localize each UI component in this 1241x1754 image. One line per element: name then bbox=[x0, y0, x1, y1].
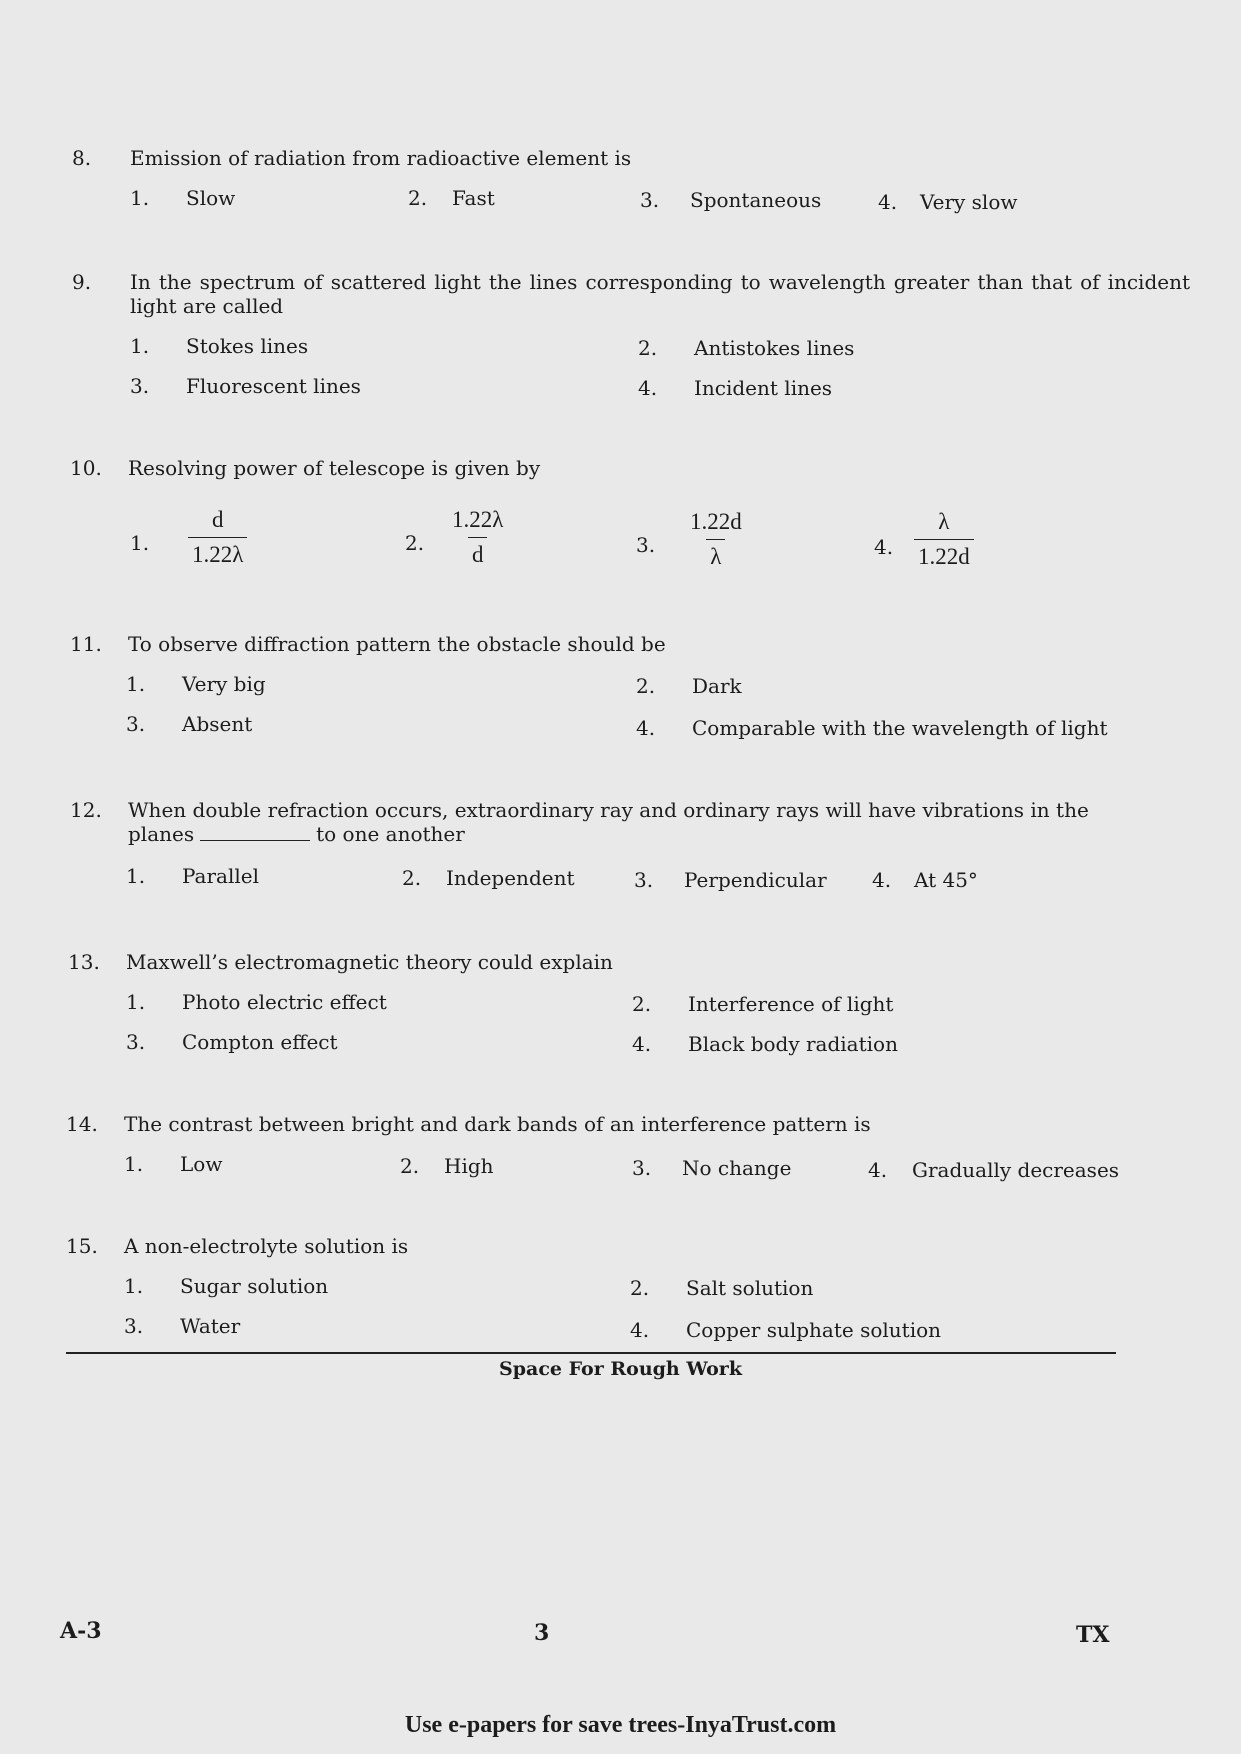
footer-code-right: TX bbox=[1076, 1622, 1110, 1648]
option-1: 1. Very big bbox=[126, 672, 266, 696]
option-4: 4. Very slow bbox=[878, 190, 1018, 214]
option-3: 3. No change bbox=[632, 1156, 792, 1180]
question-text: To observe diffraction pattern the obstacle should be bbox=[128, 632, 666, 656]
answer-blank bbox=[200, 840, 310, 841]
option-1-formula: $\frac{d}{1.22\lambda}$ bbox=[188, 507, 247, 568]
option-3-formula: $\frac{1.22d}{\lambda}$ bbox=[690, 509, 742, 569]
option-1: 1. Low bbox=[124, 1152, 223, 1176]
option-2-number: 2. bbox=[405, 531, 425, 555]
option-4: 4. At 45° bbox=[872, 868, 978, 892]
option-3: 3. Absent bbox=[126, 712, 253, 736]
question-text: Emission of radiation from radioactive element is bbox=[130, 146, 632, 170]
option-1-number: 1. bbox=[130, 531, 150, 555]
option-2: 2. High bbox=[400, 1154, 494, 1178]
option-1: 1. Photo electric effect bbox=[126, 990, 387, 1014]
option-2-formula: $\frac{1.22\lambda}{d}$ bbox=[452, 507, 504, 567]
question-text: Resolving power of telescope is given by bbox=[128, 456, 541, 480]
question-number: 10. bbox=[70, 456, 102, 480]
rough-work-divider bbox=[66, 1352, 1116, 1354]
question-text: When double refraction occurs, extraordinary ray and ordinary rays will have vibrations in the planes to one another bbox=[128, 798, 1089, 846]
question-number: 12. bbox=[70, 798, 102, 822]
page-number: 3 bbox=[534, 1620, 550, 1646]
option-3: 3. Compton effect bbox=[126, 1030, 338, 1054]
question-number: 11. bbox=[70, 632, 102, 656]
question-text: Maxwell’s electromagnetic theory could explain bbox=[126, 950, 613, 974]
option-4: 4. Black body radiation bbox=[632, 1032, 898, 1056]
option-2: 2. Independent bbox=[402, 866, 575, 890]
option-1: 1. Sugar solution bbox=[124, 1274, 329, 1298]
rough-work-heading: Space For Rough Work bbox=[499, 1358, 742, 1380]
option-1: 1. Slow bbox=[130, 186, 236, 210]
question-number: 15. bbox=[66, 1234, 98, 1258]
option-3-number: 3. bbox=[636, 533, 656, 557]
footer-code-left: A-3 bbox=[60, 1618, 102, 1644]
option-1: 1. Parallel bbox=[126, 864, 259, 888]
question-number: 9. bbox=[72, 270, 92, 294]
option-2: 2. Fast bbox=[408, 186, 495, 210]
option-4-formula: $\frac{\lambda}{1.22d}$ bbox=[914, 509, 974, 570]
question-number: 13. bbox=[68, 950, 100, 974]
option-4-number: 4. bbox=[874, 535, 894, 559]
option-3: 3. Spontaneous bbox=[640, 188, 822, 212]
question-number: 8. bbox=[72, 146, 92, 170]
option-4: 4. Comparable with the wavelength of light bbox=[636, 716, 1108, 740]
option-3: 3. Fluorescent lines bbox=[130, 374, 361, 398]
option-2: 2. Dark bbox=[636, 674, 742, 698]
question-number: 14. bbox=[66, 1112, 98, 1136]
option-3: 3. Water bbox=[124, 1314, 241, 1338]
option-2: 2. Antistokes lines bbox=[638, 336, 855, 360]
option-4: 4. Incident lines bbox=[638, 376, 833, 400]
question-text: In the spectrum of scattered light the lines corresponding to wavelength greater than that of incident light are called bbox=[130, 270, 1190, 318]
option-3: 3. Perpendicular bbox=[634, 868, 827, 892]
option-2: 2. Interference of light bbox=[632, 992, 894, 1016]
option-4: 4. Copper sulphate solution bbox=[630, 1318, 942, 1342]
watermark-text: Use e-papers for save trees-InyaTrust.com bbox=[404, 1712, 837, 1738]
option-4: 4. Gradually decreases bbox=[868, 1158, 1120, 1182]
option-2: 2. Salt solution bbox=[630, 1276, 814, 1300]
question-text: A non-electrolyte solution is bbox=[124, 1234, 409, 1258]
option-1: 1. Stokes lines bbox=[130, 334, 309, 358]
question-text: The contrast between bright and dark bands of an interference pattern is bbox=[124, 1112, 871, 1136]
